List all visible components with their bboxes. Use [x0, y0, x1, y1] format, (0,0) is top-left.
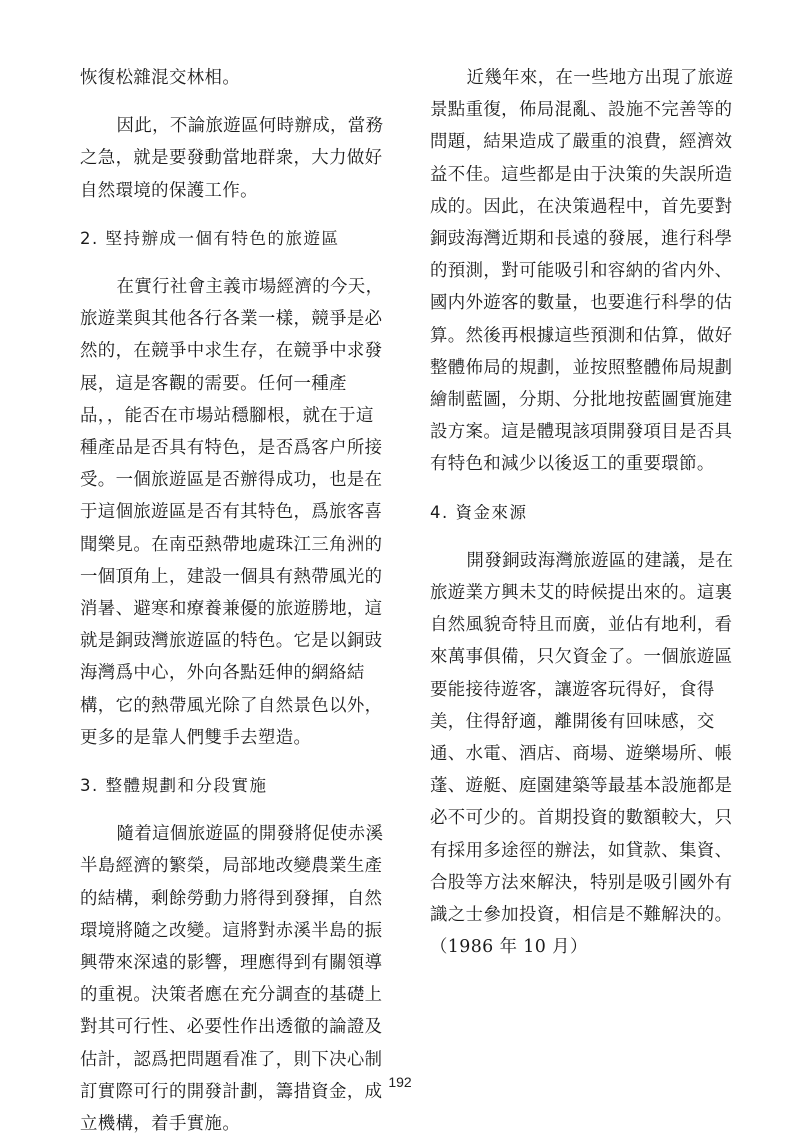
text-line: 識之士參加投資，相信是不難解決的。: [430, 905, 733, 926]
text-line: 銅豉海灣近期和長遠的發展，進行科學: [430, 229, 733, 250]
text-line: 設方案。這是體現該項開發項目是否具: [430, 422, 733, 443]
text-line: 有特色和減少以後返工的重要環節。: [430, 454, 715, 475]
text-line: 隨着這個旅遊區的開發將促使赤溪: [116, 824, 384, 845]
paragraph: [80, 818, 390, 1140]
text-line: 整體佈局的規劃，並按照整體佈局規劃: [430, 357, 733, 378]
text-line: 興帶來深遠的影響，理應得到有關領導: [80, 953, 383, 974]
text-line: 景點重復，佈局混亂、設施不完善等的: [430, 100, 733, 121]
text-line: 合股等方法來解決，特别是吸引國外有: [430, 872, 733, 893]
text-line: 訂實際可行的開發計劃，籌措資金，成: [80, 1081, 383, 1102]
section-heading: 4. 資金來源: [430, 502, 528, 522]
text-line: 有採用多途徑的辦法，如貸款、集資、: [430, 840, 733, 861]
text-line: 的預測，對可能吸引和容納的省内外、: [430, 261, 733, 282]
text-line: 之急，就是要發動當地群衆，大力做好: [80, 148, 383, 169]
text-line: 的重視。決策者應在充分調查的基礎上: [80, 985, 383, 1006]
section-heading: 3. 整體規劃和分段實施: [80, 776, 268, 796]
text-line: 要能接待遊客，讓遊客玩得好，食得: [430, 679, 715, 700]
text-line: 估計，認爲把問題看准了，則下决心制: [80, 1049, 383, 1070]
text-line: 開發銅豉海灣旅遊區的建議，是在: [466, 550, 734, 571]
text-line: 于這個旅遊區是否有其特色，爲旅客喜: [80, 502, 383, 523]
page-number: 192: [388, 1074, 412, 1090]
text-line: 然的，在競爭中求生存，在競爭中求發: [80, 341, 383, 362]
text-line: 聞樂見。在南亞熱帶地處珠江三角洲的: [80, 534, 383, 555]
text-line: 立機構，着手實施。: [80, 1114, 241, 1135]
text-line: 的結構，剩餘勞動力將得到發揮，自然: [80, 888, 383, 909]
paragraph: [80, 271, 390, 754]
text-line: （1986 年 10 月）: [430, 937, 588, 958]
text-line: 來萬事俱備，只欠資金了。一個旅遊區: [430, 647, 733, 668]
text-line: 半島經濟的繁榮，局部地改變農業生產: [80, 856, 383, 877]
paragraph: [80, 62, 390, 94]
text-line: 一個頂角上，建設一個具有熱帶風光的: [80, 566, 383, 587]
right-column: [430, 62, 740, 963]
text-line: 消暑、避寒和療養兼優的旅遊勝地，這: [80, 599, 383, 620]
text-line: 必不可少的。首期投資的數額較大，只: [430, 808, 733, 829]
text-line: 展，這是客觀的需要。任何一種產: [80, 373, 347, 394]
text-line: 恢復松雜混交林相。: [80, 68, 241, 88]
text-line: 更多的是靠人們雙手去塑造。: [80, 727, 312, 748]
text-line: 就是銅豉灣旅遊區的特色。它是以銅豉: [80, 631, 383, 652]
text-line: 環境將隨之改變。這將對赤溪半島的振: [80, 920, 383, 941]
text-line: 旅遊業與其他各行各業一樣，競爭是必: [80, 309, 383, 330]
text-line: 種產品是否具有特色，是否爲客户所接: [80, 438, 383, 459]
text-line: 旅遊業方興未艾的時候提出來的。這裏: [430, 583, 733, 604]
paragraph: [430, 62, 740, 481]
text-line: 受。一個旅遊區是否辦得成功，也是在: [80, 470, 383, 491]
text-line: 自然環境的保護工作。: [80, 180, 258, 201]
paragraph: [80, 110, 390, 207]
text-line: 益不佳。這些都是由于決策的失誤所造: [430, 164, 733, 185]
text-line: 算。然後再根據這些預測和估算，做好: [430, 325, 733, 346]
text-line: 通、水電、酒店、商場、遊樂場所、帳: [430, 744, 733, 765]
paragraph: [430, 545, 740, 964]
text-line: 品，，能否在市場站穩腳根，就在于這: [80, 405, 374, 426]
text-line: 近幾年來，在一些地方出現了旅遊: [466, 68, 734, 88]
text-line: 構，它的熱帶風光除了自然景色以外，: [80, 695, 383, 716]
text-line: 繪制藍圖，分期、分批地按藍圖實施建: [430, 390, 733, 411]
text-line: 蓬、遊艇、庭園建築等最基本設施都是: [430, 776, 733, 797]
text-line: 成的。因此，在決策過程中，首先要對: [430, 196, 733, 217]
text-line: 海灣爲中心，外向各點廷伸的網絡結: [80, 663, 365, 684]
text-line: 問題，結果造成了嚴重的浪費，經濟效: [430, 132, 733, 153]
text-line: 自然風貌奇特且而廣，並佔有地利，看: [430, 615, 733, 636]
section-heading: 2. 堅持辦成一個有特色的旅遊區: [80, 228, 340, 248]
left-column: [80, 62, 390, 1140]
text-line: 因此，不論旅遊區何時辦成，當務: [116, 116, 384, 137]
text-line: 美，住得舒適，離開後有回味感，交: [430, 711, 715, 732]
text-line: 在實行社會主義市場經濟的今天，: [116, 277, 384, 298]
text-line: 對其可行性、必要性作出透徹的論證及: [80, 1017, 383, 1038]
text-line: 國内外遊客的數量，也要進行科學的估: [430, 293, 733, 314]
